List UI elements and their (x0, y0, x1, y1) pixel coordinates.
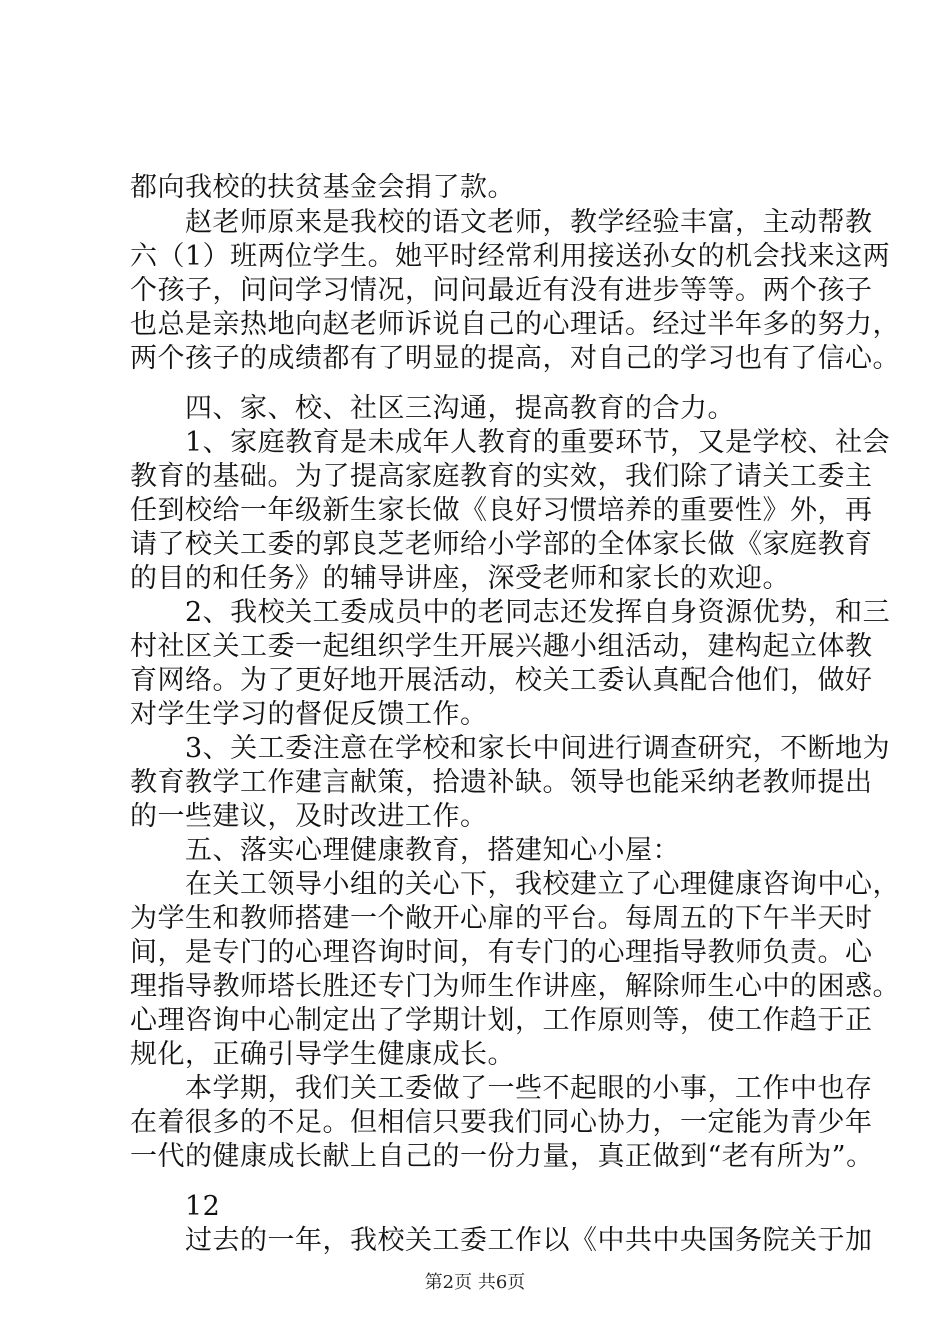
text-line: 教育教学工作建言献策，拾遗补缺。领导也能采纳老教师提出 (130, 767, 873, 798)
text-line: 规化，正确引导学生健康成长。 (130, 1039, 515, 1070)
text-line: 赵老师原来是我校的语文老师，教学经验丰富，主动帮教 (130, 207, 873, 238)
text-line: 的目的和任务》的辅导讲座，深受老师和家长的欢迎。 (130, 563, 790, 594)
text-line: 过去的一年，我校关工委工作以《中共中央国务院关于加 (130, 1225, 873, 1256)
text-line: 也总是亲热地向赵老师诉说自己的心理话。经过半年多的努力， (130, 309, 900, 340)
text-line: 为学生和教师搭建一个敞开心扉的平台。每周五的下午半天时 (130, 903, 873, 934)
text-line: 一代的健康成长献上自己的一份力量，真正做到“老有所为”。 (130, 1141, 874, 1172)
text-line: 心理咨询中心制定出了学期计划，工作原则等，使工作趋于正 (130, 1005, 873, 1036)
text-line: 本学期，我们关工委做了一些不起眼的小事，工作中也存 (130, 1073, 873, 1104)
text-line: 个孩子，问问学习情况，问问最近有没有进步等等。两个孩子 (130, 275, 873, 306)
text-line: 都向我校的扶贫基金会捐了款。 (130, 172, 515, 203)
text-line: 六（1）班两位学生。她平时经常利用接送孙女的机会找来这两 (130, 241, 891, 272)
text-line: 对学生学习的督促反馈工作。 (130, 699, 488, 730)
text-line: 理指导教师塔长胜还专门为师生作讲座，解除师生心中的困惑。 (130, 971, 900, 1002)
text-line: 3、关工委注意在学校和家长中间进行调查研究，不断地为 (130, 733, 891, 764)
text-line: 间，是专门的心理咨询时间，有专门的心理指导教师负责。心 (130, 937, 873, 968)
text-line: 1、家庭教育是未成年人教育的重要环节，又是学校、社会 (130, 427, 891, 458)
text-line: 任到校给一年级新生家长做《良好习惯培养的重要性》外，再 (130, 495, 873, 526)
text-line: 2、我校关工委成员中的老同志还发挥自身资源优势，和三 (130, 597, 891, 628)
section-heading: 四、家、校、社区三沟通，提高教育的合力。 (130, 393, 735, 424)
page-number-text: 12 (130, 1191, 221, 1222)
text-line: 村社区关工委一起组织学生开展兴趣小组活动，建构起立体教 (130, 631, 873, 662)
text-line: 请了校关工委的郭良芝老师给小学部的全体家长做《家庭教育 (130, 529, 873, 560)
page-footer: 第2页 共6页 (424, 1272, 526, 1293)
text-line: 在着很多的不足。但相信只要我们同心协力，一定能为青少年 (130, 1107, 873, 1138)
text-line: 两个孩子的成绩都有了明显的提高，对自己的学习也有了信心。 (130, 343, 900, 374)
text-line: 在关工领导小组的关心下，我校建立了心理健康咨询中心， (130, 869, 900, 900)
text-line: 的一些建议，及时改进工作。 (130, 801, 488, 832)
section-heading: 五、落实心理健康教育，搭建知心小屋： (130, 835, 680, 866)
text-line: 教育的基础。为了提高家庭教育的实效，我们除了请关工委主 (130, 461, 873, 492)
text-line: 育网络。为了更好地开展活动，校关工委认真配合他们，做好 (130, 665, 873, 696)
